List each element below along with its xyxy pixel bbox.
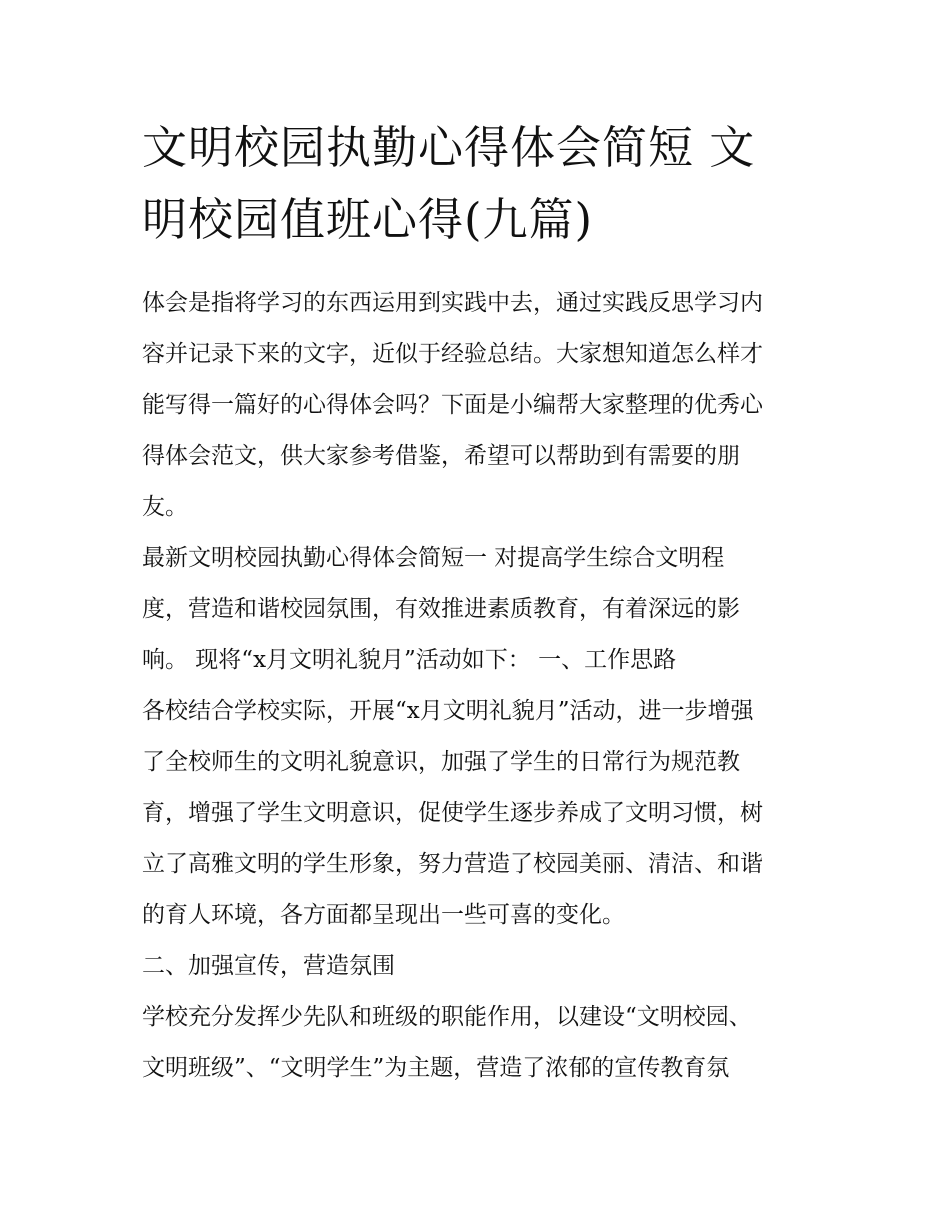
body-line: 育，增强了学生文明意识，促使学生逐步养成了文明习惯，树	[142, 800, 763, 826]
body-line: 友。	[142, 494, 188, 520]
body-line: 的育人环境，各方面都呈现出一些可喜的变化。	[142, 902, 625, 928]
body-line: 响。 现将“x月文明礼貌月”活动如下： 一、工作思路	[142, 647, 677, 673]
body-line: 得体会范文，供大家参考借鉴，希望可以帮助到有需要的朋	[142, 443, 740, 469]
body-line: 各校结合学校实际，开展“x月文明礼貌月”活动，进一步增强	[142, 698, 754, 724]
body-line: 二、加强宣传，营造氛围	[142, 953, 395, 979]
body-line: 体会是指将学习的东西运用到实践中去，通过实践反思学习内	[142, 290, 763, 316]
title-line: 明校园值班心得(九篇)	[142, 193, 594, 246]
body-line: 立了高雅文明的学生形象，努力营造了校园美丽、清洁、和谐	[142, 851, 763, 877]
document-body	[142, 278, 822, 1094]
body-line: 最新文明校园执勤心得体会简短一 对提高学生综合文明程	[142, 545, 725, 571]
body-line: 度，营造和谐校园氛围，有效推进素质教育，有着深远的影	[142, 596, 740, 622]
body-line: 文明班级”、“文明学生”为主题，营造了浓郁的宣传教育氛	[142, 1055, 730, 1081]
body-line: 容并记录下来的文字，近似于经验总结。大家想知道怎么样才	[142, 341, 763, 367]
title-line: 文明校园执勤心得体会简短 文	[142, 121, 756, 174]
document-title	[142, 112, 812, 256]
body-line: 了全校师生的文明礼貌意识，加强了学生的日常行为规范教	[142, 749, 740, 775]
body-line: 学校充分发挥少先队和班级的职能作用，以建设“文明校园、	[142, 1004, 752, 1030]
body-line: 能写得一篇好的心得体会吗？下面是小编帮大家整理的优秀心	[142, 392, 763, 418]
